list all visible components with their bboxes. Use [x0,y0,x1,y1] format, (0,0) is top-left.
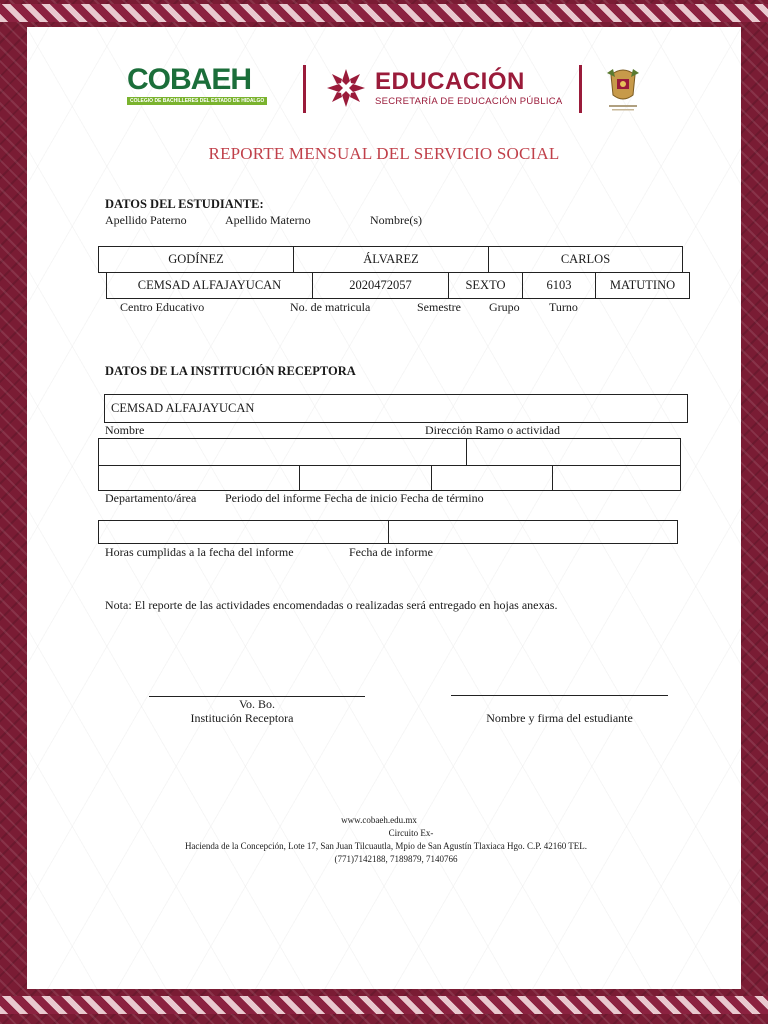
bottom-border-stripe [0,996,768,1014]
label-direccion: Dirección Ramo o actividad [425,423,560,437]
field-apellido-materno[interactable]: ÁLVAREZ [293,246,489,273]
cobaeh-logo [127,63,267,105]
field-centro-educativo[interactable]: CEMSAD ALFAJAYUCAN [106,272,313,299]
note-text: Nota: El reporte de las actividades encomendadas o realizadas será entregado en hojas anexas. [105,598,558,612]
field-matricula[interactable]: 2020472057 [312,272,449,299]
label-nombre: Nombre [105,423,145,437]
edu-logo-icon [325,67,367,114]
edu-logo-subtitle: SECRETARÍA DE EDUCACIÓN PÚBLICA [375,96,563,107]
label-grupo: Grupo [489,300,520,314]
footer-web: www.cobaeh.edu.mx [341,815,417,825]
label-institucion-receptora: Institución Receptora [190,711,294,725]
label-semestre: Semestre [417,300,461,314]
label-turno: Turno [549,300,578,314]
field-institucion-nombre[interactable]: CEMSAD ALFAJAYUCAN [104,394,688,423]
footer-line2: Hacienda de la Concepción, Lote 17, San Juan Tilcuautla, Mpio de San Agustín Tlaxiaca Hgo. C.P. 42160 TEL. [184,841,588,851]
label-nombres: Nombre(s) [370,213,422,227]
field-nombres[interactable]: CARLOS [488,246,683,273]
top-border-stripe [0,4,768,22]
edu-logo [375,68,563,107]
field-horas-cumplidas[interactable] [98,520,389,544]
field-grupo[interactable]: 6103 [522,272,596,299]
label-vobo: Vo. Bo. [238,697,276,711]
field-fecha-inicio[interactable] [431,465,553,491]
label-horas-cumplidas: Horas cumplidas a la fecha del informe [105,545,294,559]
cobaeh-logo-subtitle: COLEGIO DE BACHILLERES DEL ESTADO DE HIDALGO [127,97,267,105]
label-apellido-paterno: Apellido Paterno [105,213,187,227]
footer-line3: (771)7142188, 7189879, 7140766 [334,854,458,864]
label-periodo-fechas: Periodo del informe Fecha de inicio Fecha de término [225,491,484,505]
field-turno[interactable]: MATUTINO [595,272,690,299]
field-direccion[interactable] [466,438,681,466]
field-fecha-termino[interactable] [552,465,681,491]
label-firma-estudiante: Nombre y firma del estudiante [486,711,633,725]
field-nombre-extra[interactable] [98,438,467,466]
edu-logo-text: EDUCACIÓN [375,68,525,95]
cobaeh-logo-text: COBAEH [127,63,252,96]
field-apellido-paterno[interactable]: GODÍNEZ [98,246,294,273]
label-matricula: No. de matricula [290,300,371,314]
header-divider-2 [579,65,582,113]
label-centro-educativo: Centro Educativo [120,300,205,314]
hidalgo-crest-icon [603,65,643,118]
institution-heading: DATOS DE LA INSTITUCIÓN RECEPTORA [105,364,356,378]
page-title: REPORTE MENSUAL DEL SERVICIO SOCIAL [208,144,560,163]
field-fecha-informe[interactable] [388,520,678,544]
field-periodo[interactable] [299,465,432,491]
student-heading: DATOS DEL ESTUDIANTE: [105,197,264,211]
label-fecha-informe: Fecha de informe [349,545,433,559]
header-divider [303,65,306,113]
footer-line1: Circuito Ex- [388,828,434,838]
signature-line-student [451,695,668,696]
label-departamento: Departamento/área [105,491,197,505]
document-page [27,27,741,989]
field-semestre[interactable]: SEXTO [448,272,523,299]
label-apellido-materno: Apellido Materno [225,213,311,227]
field-departamento[interactable] [98,465,300,491]
